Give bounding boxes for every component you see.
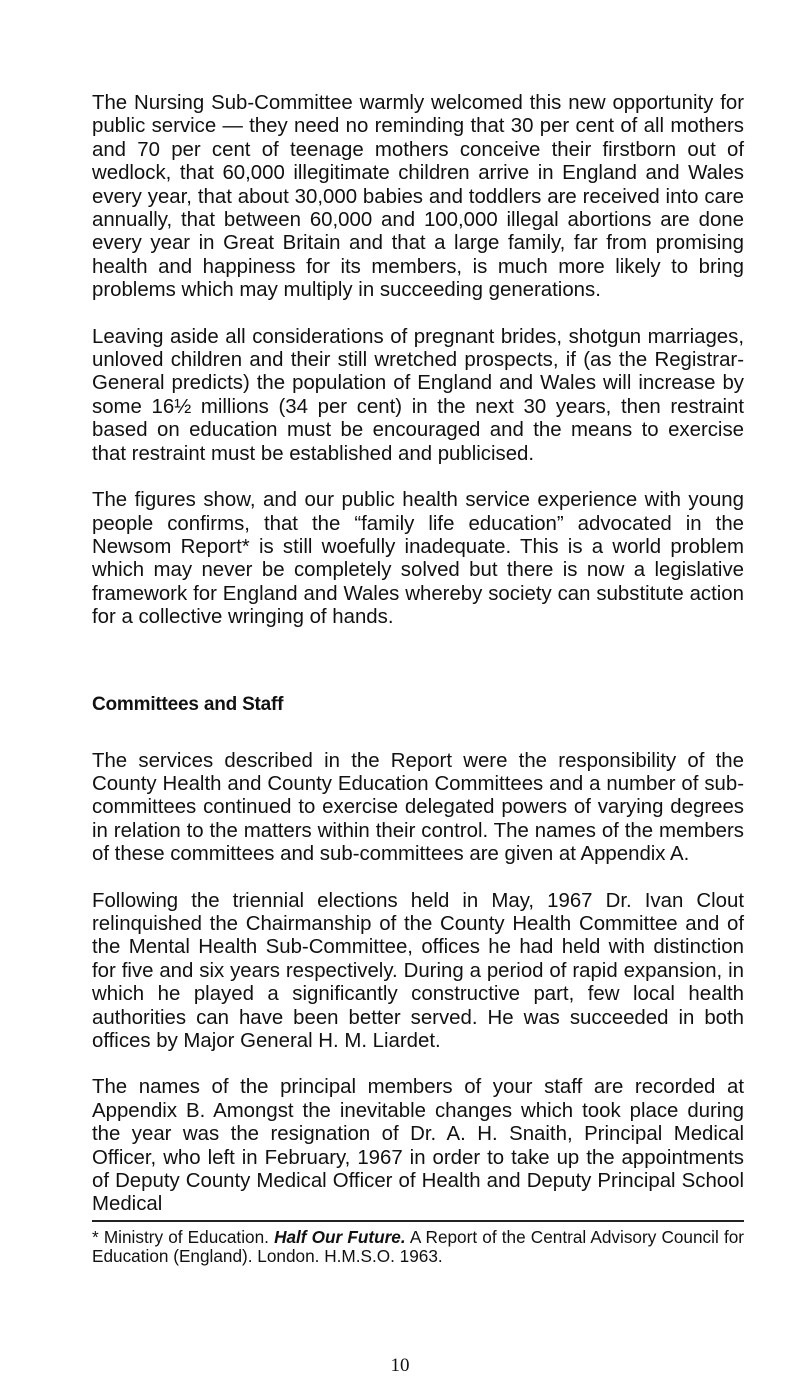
- footnote-prefix: * Ministry of Education.: [92, 1226, 269, 1247]
- paragraph-nursing-subcommittee: The Nursing Sub-Committee warmly welcomed this new opportunity for public service — they need no reminding that 30 per cent of all mothers and 70 per cent of teenage mothers conceive their firstborn out of wedlock, that 60,000 illegitimate children arrive in England and Wales every year, that about 30,000 babies and toddlers are received into care annually, that between 60,000 and 100,000 illegal abortions are done every year in Great Britain and that a large family, far from promising health and happiness for its members, is much more likely to bring problems which may multiply in succeeding generations.: [92, 92, 744, 302]
- paragraph-family-life-education: The figures show, and our public health service experience with young people confirms, that the “family life education” advocated in the Newsom Report* is still woefully inadequate. This is a world problem which may never be completely solved but there is now a legislative framework for England and Wales whereby society can substitute action for a collective wringing of hands.: [92, 489, 744, 629]
- paragraph-population-restraint: Leaving aside all considerations of pregnant brides, shotgun marriages, unloved children and their still wretched prospects, if (as the Registrar-General predicts) the population of England and Wales will increase by some 16½ millions (34 per cent) in the next 30 years, then restraint based on education must be encouraged and the means to exercise that restraint must be established and publicised.: [92, 325, 744, 465]
- footnote: [92, 1228, 744, 1267]
- footnote-divider: [92, 1220, 744, 1222]
- paragraph-elections: Following the triennial elections held in May, 1967 Dr. Ivan Clout relinquished the Chairmanship of the County Health Committee and of the Mental Health Sub-Committee, offices he had held with distinction for five and six years respectively. During a period of rapid expansion, in which he played a significantly constructive part, few local health authorities can have been better served. He was succeeded in both offices by Major General H. M. Liardet.: [92, 889, 744, 1052]
- footnote-title: Half Our Future.: [274, 1226, 406, 1247]
- page-body: [92, 92, 744, 1267]
- page-number: 10: [390, 1355, 410, 1376]
- paragraph-committees: The services described in the Report were the responsibility of the County Health and County Education Committees and a number of sub-committees continued to exercise delegated powers of varying degrees in relation to the matters within their control. The names of the members of these committees and sub-committees are given at Appendix A.: [92, 749, 744, 866]
- footnote-suffix: A Report of the Central Advisory Council for Education (England). London. H.M.S.O. 1963.: [92, 1226, 744, 1267]
- section-heading: Committees and Staff: [92, 693, 284, 715]
- paragraph-staff: The names of the principal members of your staff are recorded at Appendix B. Amongst the inevitable changes which took place during the year was the resignation of Dr. A. H. Snaith, Principal Medical Officer, who left in February, 1967 in order to take up the appointments of Deputy County Medical Officer of Health and Deputy Principal School Medical: [92, 1076, 744, 1216]
